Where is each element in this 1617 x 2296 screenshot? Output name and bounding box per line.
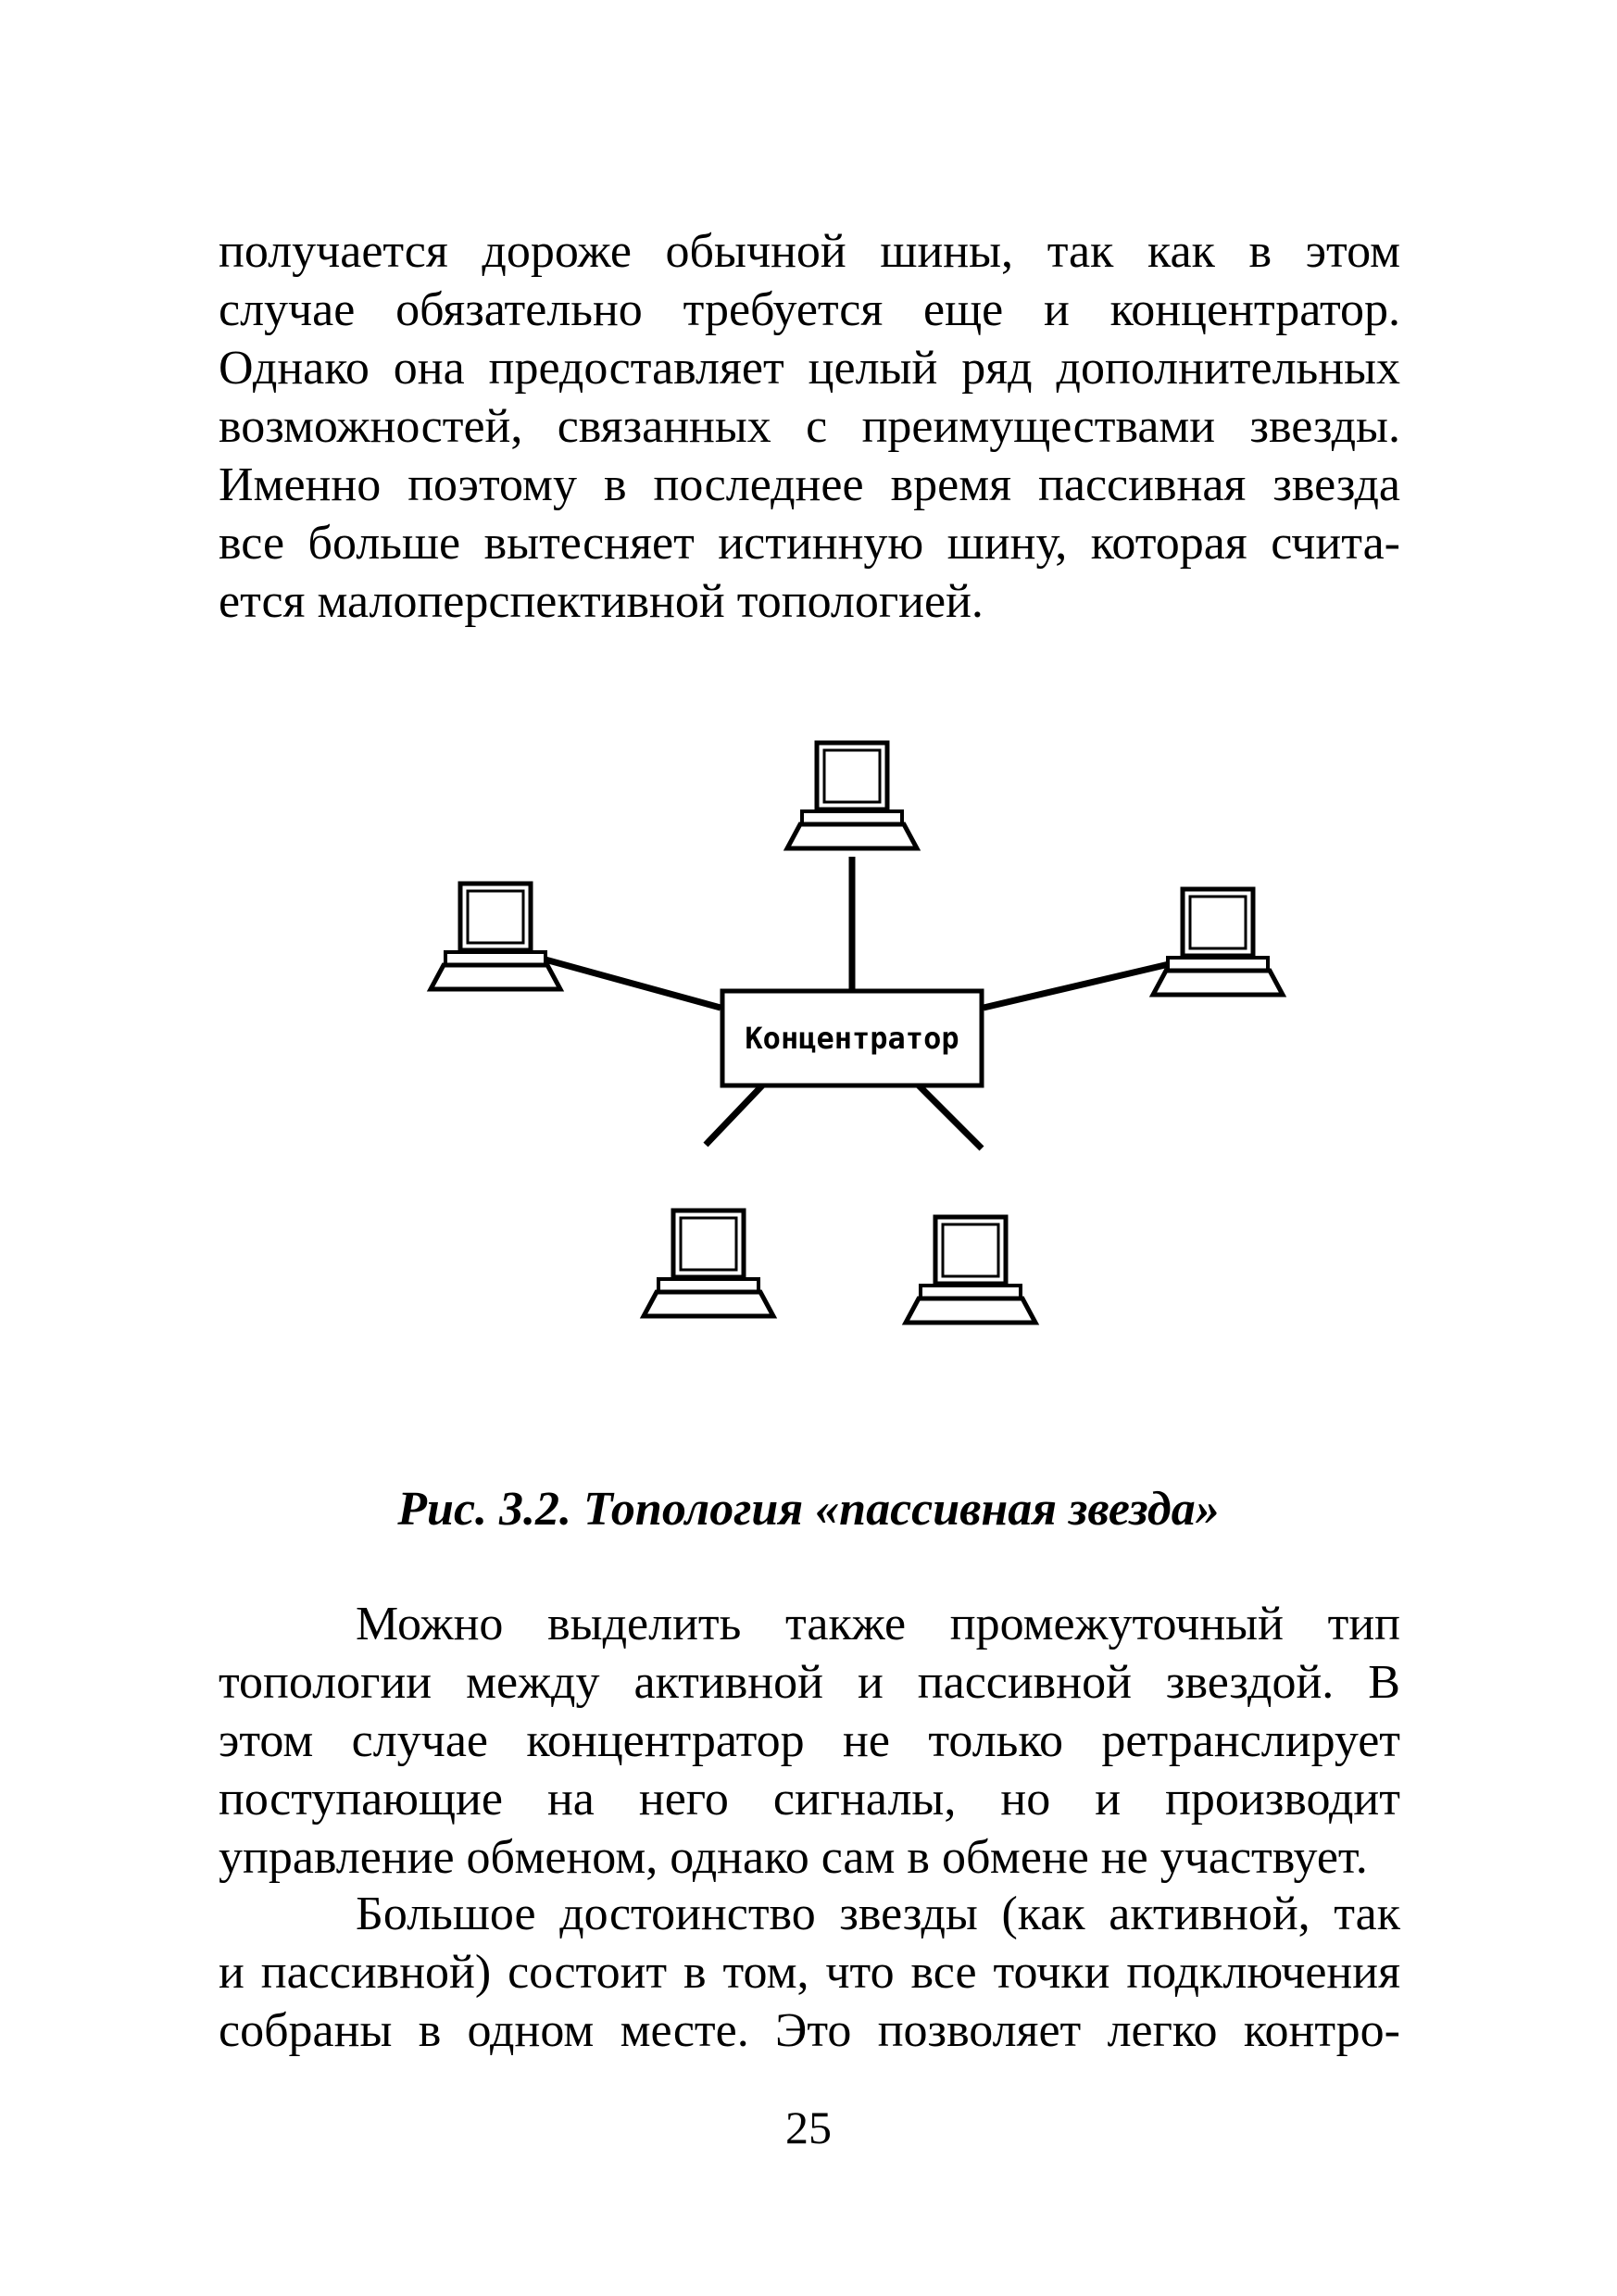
link-right [984, 961, 1181, 1008]
text-line: случае обязательно требуется еще и концентратор. [219, 283, 1400, 336]
computer-icon [1153, 889, 1283, 995]
link-bottom-left [706, 1084, 764, 1145]
text-line: собраны в одном месте. Это позволяет легко контро- [219, 2004, 1400, 2057]
text-line: ется малоперспективной топологией. [219, 575, 984, 628]
text-line: управление обменом, однако сам в обмене не участвует. [219, 1831, 1368, 1884]
star-topology-diagram [352, 713, 1334, 1352]
figure-caption: Рис. 3.2. Топология «пассивная звезда» [397, 1483, 1220, 1536]
page-number: 25 [785, 2102, 832, 2153]
text-line: Большое достоинство звезды (как активной, так [356, 1888, 1400, 1940]
middle-paragraph [219, 1595, 1400, 1887]
text-line: Однако она предоставляет целый ряд дополнительных [219, 342, 1400, 395]
text-line: этом случае концентратор не только ретранслирует [219, 1714, 1400, 1767]
link-bottom-right [917, 1084, 982, 1148]
text-line: топологии между активной и пассивной звездой. В [219, 1656, 1400, 1709]
text-line: Можно выделить также промежуточный тип [356, 1598, 1400, 1650]
bottom-paragraph [219, 1885, 1400, 2060]
hub-label: Концентратор [745, 1021, 959, 1056]
computer-icon [431, 884, 560, 989]
star-topology-figure [352, 713, 1334, 1352]
text-line: Именно поэтому в последнее время пассивная звезда [219, 458, 1400, 511]
computer-icon [906, 1217, 1035, 1323]
top-paragraph [219, 222, 1400, 631]
text-line: возможностей, связанных с преимуществами звезды. [219, 400, 1400, 453]
computer-icon [644, 1211, 773, 1316]
text-line: и пассивной) состоит в том, что все точки подключения [219, 1946, 1400, 1999]
computer-icon [787, 743, 917, 848]
link-left [542, 959, 721, 1008]
text-line: получается дороже обычной шины, так как в этом [219, 225, 1400, 278]
text-line: все больше вытесняет истинную шину, которая счита- [219, 517, 1400, 570]
text-line: поступающие на него сигналы, но и производит [219, 1773, 1400, 1826]
